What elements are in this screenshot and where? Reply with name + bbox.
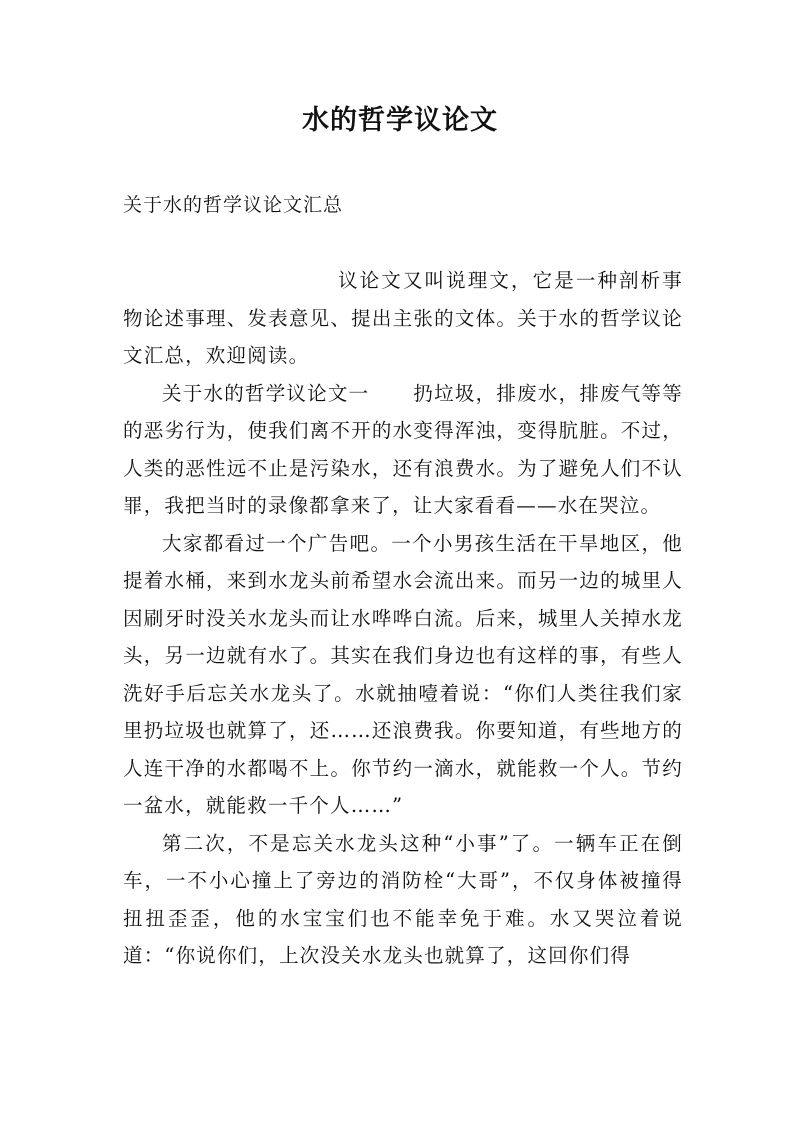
document-body [123,262,683,975]
document-title: 水的哲学议论文 [302,105,498,136]
section1-text: 扔垃圾，排废水，排废气等等的恶劣行为，使我们离不开的水变得浑浊，变得肮脏。不过，人类的恶性远不止是污染水，还有浪费水。为了避免人们不认罪，我把当时的录像都拿来了，让大家看看——水在哭泣。 [123,381,683,517]
section1-paragraph [123,375,683,525]
body-paragraph-2: 第二次，不是忘关水龙头这种“小事”了。一辆车正在倒车，一不小心撞上了旁边的消防栓“大哥”，不仅身体被撞得扭扭歪歪，他的水宝宝们也不能幸免于难。水又哭泣着说道：“你说你们，上次没关水龙头也就算了，这回你们得 [123,831,683,967]
section1-heading: 关于水的哲学议论文一 [162,381,370,405]
document-subtitle: 关于水的哲学议论文汇总 [123,194,344,216]
intro-paragraph: 议论文又叫说理文，它是一种剖析事物论述事理、发表意见、提出主张的文体。关于水的哲学议论文汇总，欢迎阅读。 [123,269,683,367]
body-paragraph-1: 大家都看过一个广告吧。一个小男孩生活在干旱地区，他提着水桶，来到水龙头前希望水会流出来。而另一边的城里人因刷牙时没关水龙头而让水哗哗白流。后来，城里人关掉水龙头，另一边就有水了。其实在我们身边也有这样的事，有些人洗好手后忘关水龙头了。水就抽噎着说：“你们人类往我们家里扔垃圾也就算了，还……还浪费我。你要知道，有些地方的人连干净的水都喝不上。你节约一滴水，就能救一个人。节约一盆水，就能救一千个人……” [123,531,683,817]
